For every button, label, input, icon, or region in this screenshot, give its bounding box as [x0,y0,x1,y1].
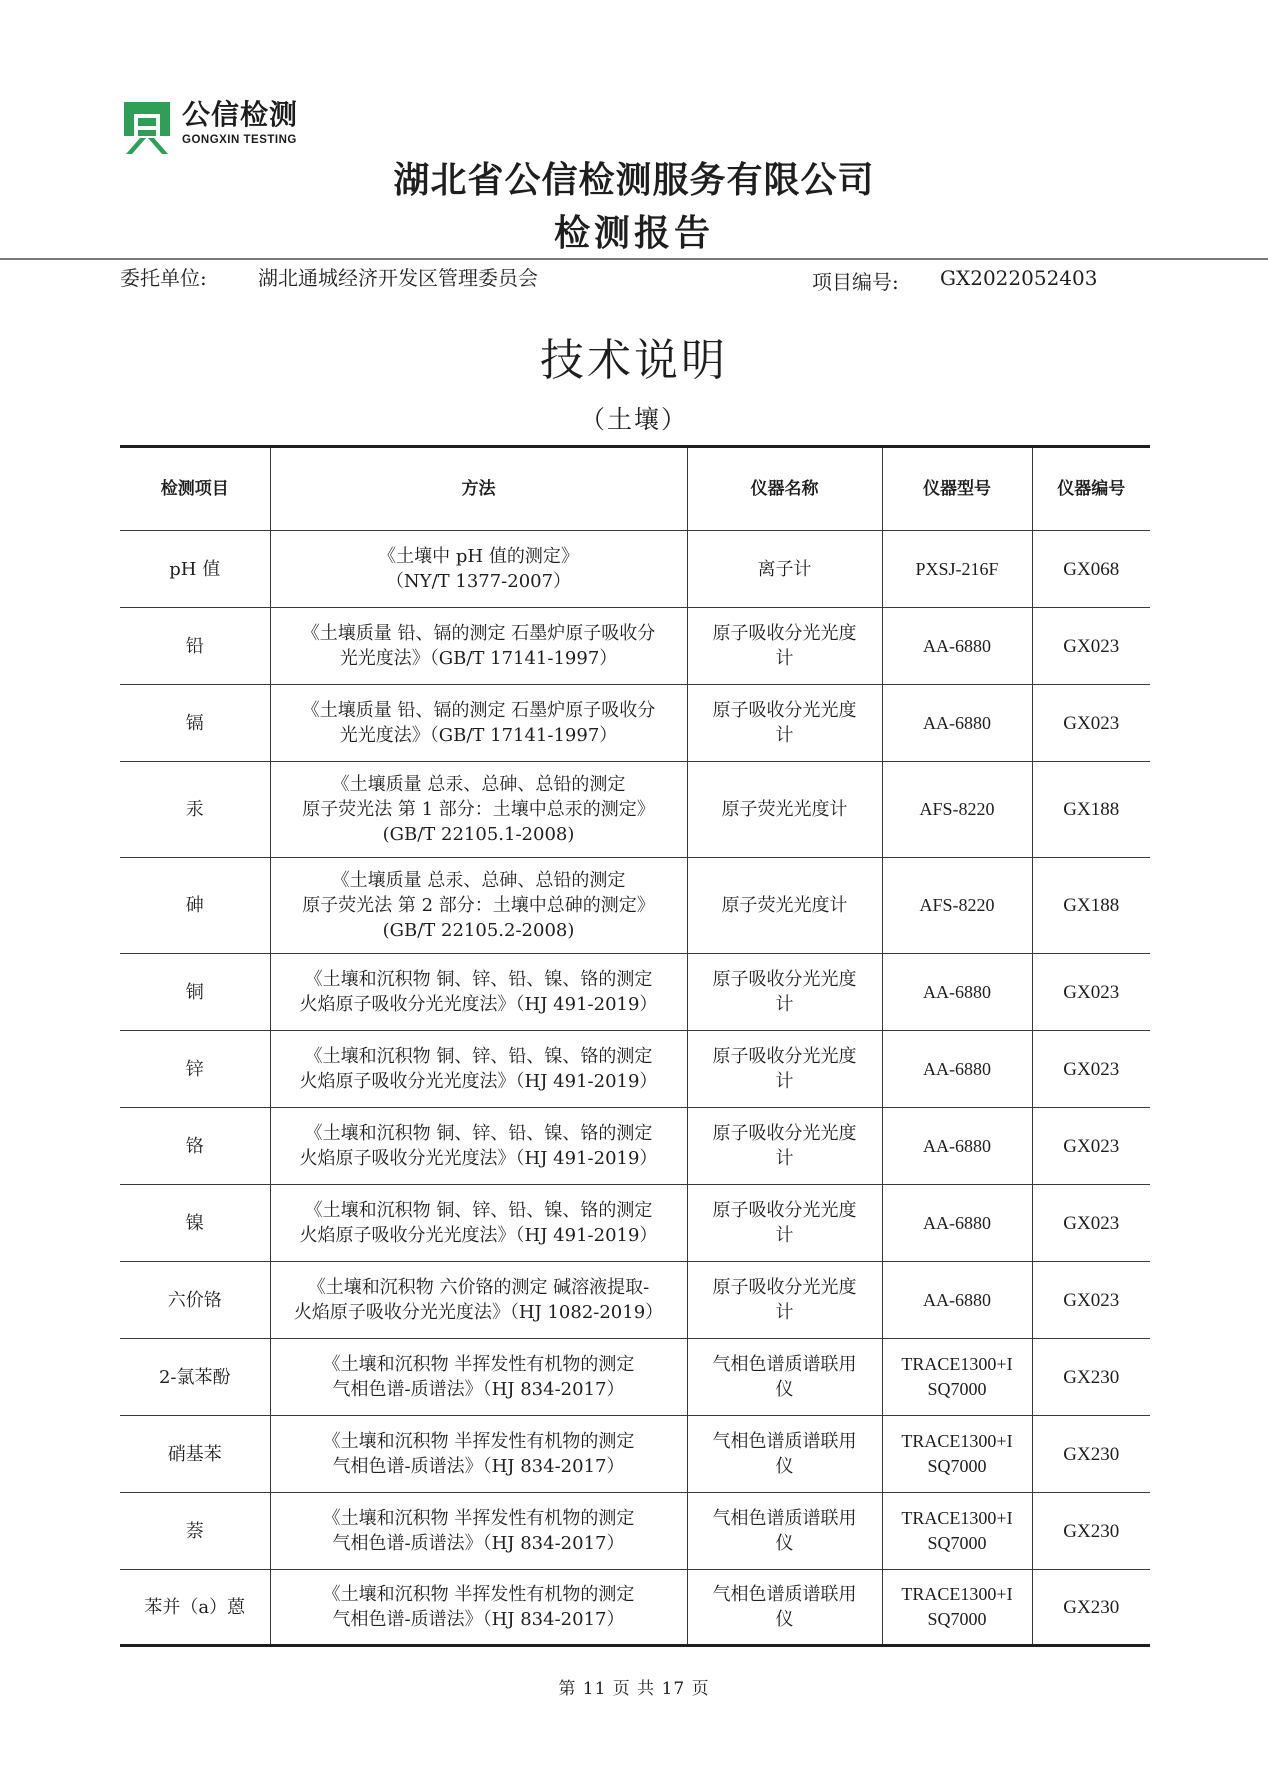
instrument-line: 原子吸收分光光度 [712,623,857,644]
cell-code: GX023 [1032,954,1150,1031]
instrument-line: 原子吸收分光光度 [712,1277,857,1298]
instrument-line: 仪 [775,1533,794,1554]
cell-method [270,1262,687,1339]
table-row [120,531,1150,608]
cell-method [270,1493,687,1570]
method-line: 《土壤质量 总汞、总砷、总铅的测定 [331,870,626,891]
method-line: 《土壤质量 铅、镉的测定 石墨炉原子吸收分 [301,623,656,644]
model-line: AA-6880 [923,1289,991,1310]
cell-item: 汞 [120,762,270,858]
instrument-line: 计 [775,1148,794,1169]
technical-table [120,445,1150,1647]
cell-method [270,531,687,608]
cell-item: 六价铬 [120,1262,270,1339]
cell-model [882,1416,1032,1493]
cell-item: 镉 [120,685,270,762]
cell-instrument [687,1570,882,1646]
model-line: SQ7000 [927,1533,987,1553]
company-name: 湖北省公信检测服务有限公司 [393,160,875,201]
method-line: 火焰原子吸收分光光度法》（HJ 491-2019） [299,1225,658,1246]
instrument-line: 原子吸收分光光度 [712,1200,857,1221]
cell-item: 镍 [120,1185,270,1262]
cell-model [882,1108,1032,1185]
method-line: 原子荧光法 第 2 部分：土壤中总砷的测定》 [302,895,655,916]
cell-instrument [687,1262,882,1339]
cell-instrument [687,1339,882,1416]
method-line: 《土壤和沉积物 半挥发性有机物的测定 [322,1508,635,1529]
cell-model [882,685,1032,762]
method-line: 气相色谱-质谱法》（HJ 834-2017） [332,1379,625,1400]
model-line: AA-6880 [923,981,991,1002]
cell-model [882,531,1032,608]
instrument-line: 原子荧光光度计 [721,799,848,820]
cell-item: 2-氯苯酚 [120,1339,270,1416]
cell-code: GX188 [1032,762,1150,858]
cell-instrument [687,1031,882,1108]
table-row [120,1185,1150,1262]
cell-code: GX230 [1032,1416,1150,1493]
cell-model [882,1339,1032,1416]
cell-method [270,608,687,685]
model-line: AA-6880 [923,1212,991,1233]
cell-method [270,1416,687,1493]
cell-model [882,608,1032,685]
method-line: 《土壤和沉积物 铜、锌、铅、镍、铬的测定 [304,1200,653,1221]
instrument-line: 计 [775,648,794,669]
report-title: 检测报告 [553,213,714,254]
table-row [120,1031,1150,1108]
table-row [120,608,1150,685]
project-label: 项目编号: [812,270,899,294]
instrument-line: 气相色谱质谱联用 [712,1584,857,1605]
method-line: 《土壤和沉积物 铜、锌、铅、镍、铬的测定 [304,1123,653,1144]
cell-model [882,1185,1032,1262]
instrument-line: 原子吸收分光光度 [712,1046,857,1067]
section-subtitle: （土壤） [579,405,688,434]
model-line: TRACE1300+I [901,1354,1013,1374]
model-line: AFS-8220 [919,895,995,915]
method-line: 火焰原子吸收分光光度法》（HJ 491-2019） [299,1071,658,1092]
header-method: 方法 [270,447,687,531]
instrument-line: 仪 [775,1379,794,1400]
table-row [120,1493,1150,1570]
cell-model [882,1262,1032,1339]
model-line: AA-6880 [923,1135,991,1156]
cell-item: 硝基苯 [120,1416,270,1493]
header-divider [0,258,1268,260]
method-line: 光光度法》（GB/T 17141-1997） [339,725,618,746]
cell-item: 锌 [120,1031,270,1108]
cell-item: 砷 [120,858,270,954]
instrument-line: 计 [775,725,794,746]
method-line: 《土壤和沉积物 半挥发性有机物的测定 [322,1354,635,1375]
page-number: 第 11 页 共 17 页 [558,1679,710,1699]
client-info [120,262,538,291]
instrument-line: 离子计 [757,558,812,580]
method-line: (GB/T 22105.1-2008) [382,824,575,845]
instrument-line: 气相色谱质谱联用 [712,1354,857,1375]
cell-instrument [687,608,882,685]
cell-item: 铅 [120,608,270,685]
table-row [120,685,1150,762]
instrument-line: 气相色谱质谱联用 [712,1508,857,1529]
model-line: AA-6880 [923,1058,991,1079]
model-line: AA-6880 [923,712,991,733]
method-line: 火焰原子吸收分光光度法》（HJ 1082-2019） [293,1302,664,1323]
cell-instrument [687,1108,882,1185]
model-line: TRACE1300+I [901,1508,1013,1528]
instrument-line: 计 [775,1225,794,1246]
method-line: 气相色谱-质谱法》（HJ 834-2017） [332,1456,625,1477]
model-line: PXSJ-216F [915,558,999,579]
cell-method [270,762,687,858]
method-line: 《土壤质量 铅、镉的测定 石墨炉原子吸收分 [301,700,656,721]
table-row [120,1570,1150,1646]
cell-code: GX023 [1032,1108,1150,1185]
method-line: （NY/T 1377-2007） [385,571,572,592]
method-line: 《土壤和沉积物 半挥发性有机物的测定 [322,1584,635,1605]
method-line: (GB/T 22105.2-2008) [382,920,575,941]
method-line: 火焰原子吸收分光光度法》（HJ 491-2019） [299,1148,658,1169]
cell-code: GX230 [1032,1570,1150,1646]
instrument-line: 原子吸收分光光度 [712,969,857,990]
method-line: 《土壤和沉积物 六价铬的测定 碱溶液提取- [307,1277,650,1298]
cell-code: GX230 [1032,1339,1150,1416]
method-line: 光光度法》（GB/T 17141-1997） [339,648,618,669]
instrument-line: 计 [775,994,794,1015]
cell-method [270,858,687,954]
cell-code: GX230 [1032,1493,1150,1570]
table-row [120,858,1150,954]
method-line: 《土壤和沉积物 半挥发性有机物的测定 [322,1431,635,1452]
cell-instrument [687,685,882,762]
method-line: 原子荧光法 第 1 部分：土壤中总汞的测定》 [302,799,655,820]
model-line: SQ7000 [927,1379,987,1399]
model-line: SQ7000 [927,1609,987,1629]
method-line: 《土壤和沉积物 铜、锌、铅、镍、铬的测定 [304,969,653,990]
cell-method [270,1570,687,1646]
logo-text-cn: 公信检测 [182,98,299,131]
header-item: 检测项目 [120,447,270,531]
model-line: AFS-8220 [919,799,995,819]
instrument-line: 原子吸收分光光度 [712,700,857,721]
cell-item: 铜 [120,954,270,1031]
model-line: TRACE1300+I [901,1584,1013,1604]
cell-instrument [687,1493,882,1570]
cell-code: GX023 [1032,685,1150,762]
method-line: 火焰原子吸收分光光度法》（HJ 491-2019） [299,994,658,1015]
cell-method [270,1031,687,1108]
instrument-line: 气相色谱质谱联用 [712,1431,857,1452]
cell-method [270,1185,687,1262]
instrument-line: 原子吸收分光光度 [712,1123,857,1144]
cell-method [270,685,687,762]
project-info [812,266,1097,295]
table-row [120,762,1150,858]
table-row [120,954,1150,1031]
method-line: 《土壤和沉积物 铜、锌、铅、镍、铬的测定 [304,1046,653,1067]
table-row [120,1262,1150,1339]
project-value: GX2022052403 [940,266,1098,290]
model-line: AA-6880 [923,635,991,656]
cell-item: pH 值 [120,531,270,608]
cell-method [270,954,687,1031]
cell-code: GX068 [1032,531,1150,608]
cell-code: GX023 [1032,1262,1150,1339]
instrument-line: 仪 [775,1609,794,1630]
cell-code: GX023 [1032,608,1150,685]
method-line: 气相色谱-质谱法》（HJ 834-2017） [332,1609,625,1630]
gongxin-logo-icon [120,98,174,156]
method-line: 《土壤中 pH 值的测定》 [378,546,579,567]
client-value: 湖北通城经济开发区管理委员会 [258,266,538,290]
cell-instrument [687,1416,882,1493]
instrument-line: 计 [775,1071,794,1092]
header-code: 仪器编号 [1032,447,1150,531]
table-header-row [120,447,1150,531]
cell-item: 苯并（a）蒽 [120,1570,270,1646]
instrument-line: 仪 [775,1456,794,1477]
method-line: 《土壤质量 总汞、总砷、总铅的测定 [331,774,626,795]
cell-code: GX023 [1032,1031,1150,1108]
cell-item: 铬 [120,1108,270,1185]
cell-model [882,1570,1032,1646]
method-line: 气相色谱-质谱法》（HJ 834-2017） [332,1533,625,1554]
cell-instrument [687,1185,882,1262]
table-row [120,1108,1150,1185]
cell-model [882,954,1032,1031]
cell-model [882,762,1032,858]
cell-code: GX188 [1032,858,1150,954]
logo-text-en: GONGXIN TESTING [182,134,297,146]
cell-method [270,1339,687,1416]
table-row [120,1416,1150,1493]
instrument-line: 原子荧光光度计 [721,895,848,916]
header-instrument: 仪器名称 [687,447,882,531]
cell-model [882,858,1032,954]
table-row [120,1339,1150,1416]
section-title: 技术说明 [540,335,728,386]
cell-model [882,1031,1032,1108]
model-line: SQ7000 [927,1456,987,1476]
cell-item: 萘 [120,1493,270,1570]
instrument-line: 计 [775,1302,794,1323]
header-model: 仪器型号 [882,447,1032,531]
cell-method [270,1108,687,1185]
client-label: 委托单位: [120,266,207,290]
cell-model [882,1493,1032,1570]
cell-instrument [687,762,882,858]
cell-instrument [687,954,882,1031]
cell-code: GX023 [1032,1185,1150,1262]
company-logo [120,98,298,156]
cell-instrument [687,858,882,954]
model-line: TRACE1300+I [901,1431,1013,1451]
cell-instrument [687,531,882,608]
